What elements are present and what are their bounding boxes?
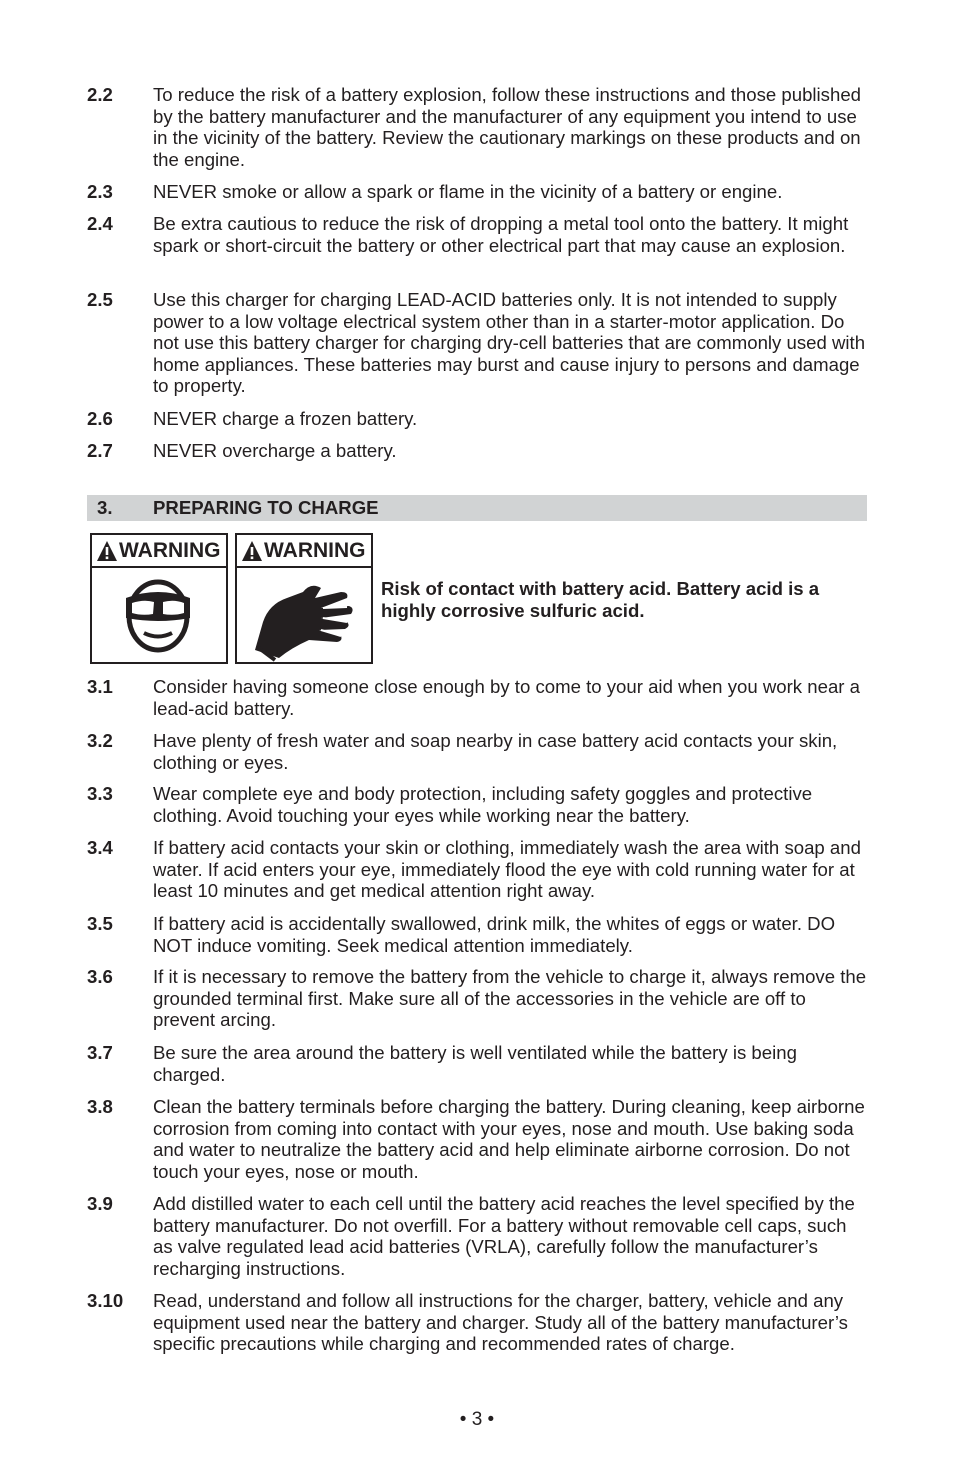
warning-label: WARNING: [119, 539, 221, 562]
item-number: 3.6: [87, 966, 113, 987]
item-number: 2.4: [87, 213, 113, 234]
list-item-2-4: [87, 213, 869, 256]
list-item-3-8: [87, 1096, 869, 1182]
list-item-3-4: [87, 837, 869, 902]
item-number: 2.6: [87, 408, 113, 429]
item-text: If it is necessary to remove the battery from the vehicle to charge it, always remove the grounded terminal first. Make sure all of the accessories in the vehicle are off to prevent arcing.: [153, 966, 867, 1031]
item-text: NEVER charge a frozen battery.: [153, 408, 418, 429]
item-number: 2.2: [87, 84, 113, 105]
item-text: NEVER overcharge a battery.: [153, 440, 397, 461]
list-item-3-2: [87, 730, 869, 773]
item-number: 3.3: [87, 783, 113, 804]
item-text: Be sure the area around the battery is well ventilated while the battery is being charged.: [153, 1042, 797, 1085]
list-item-3-6: [87, 966, 869, 1031]
warning-box-goggles: [90, 533, 228, 664]
item-number: 3.8: [87, 1096, 113, 1117]
item-number: 3.1: [87, 676, 113, 697]
list-item-2-6: [87, 408, 869, 430]
item-text: Read, understand and follow all instructions for the charger, battery, vehicle and any equipment used near the battery and charger. Study all of the battery manufacturer’s specific precautions while charging and recommended rates of charge.: [153, 1290, 848, 1355]
item-text: Have plenty of fresh water and soap nearby in case battery acid contacts your skin, clothing or eyes.: [153, 730, 838, 773]
list-item-3-10: [87, 1290, 869, 1355]
item-text: If battery acid is accidentally swallowed, drink milk, the whites of eggs or water. DO NOT induce vomiting. Seek medical attention immediately.: [153, 913, 836, 956]
item-number: 3.10: [87, 1290, 124, 1311]
list-item-2-3: [87, 181, 869, 203]
risk-statement: Risk of contact with battery acid. Battery acid is a highly corrosive sulfuric acid.: [381, 578, 820, 621]
item-number: 2.7: [87, 440, 113, 461]
list-item-3-1: [87, 676, 869, 719]
item-number: 2.3: [87, 181, 113, 202]
item-text: Consider having someone close enough by to come to your aid when you work near a lead-acid battery.: [153, 676, 860, 719]
item-text: Use this charger for charging LEAD-ACID batteries only. It is not intended to supply power to a low voltage electrical system other than in a starter-motor application. Do not use this battery charger for charging dry-cell batteries that are commonly used with home appliances. These batteries may burst and cause injury to persons and damage to property.: [153, 289, 866, 397]
list-item-3-9: [87, 1193, 869, 1279]
item-text: Be extra cautious to reduce the risk of dropping a metal tool onto the battery. It might spark or short-circuit the battery or other electrical part that may cause an explosion.: [153, 213, 849, 256]
protective-glove-icon: [237, 568, 371, 662]
item-text: Add distilled water to each cell until the battery acid reaches the level specified by the battery manufacturer. Do not overfill. For a battery without removable cell caps, such as valve regulated lead acid batteries (VRLA), carefully follow the manufacturer’s recharging instructions.: [153, 1193, 855, 1279]
list-item-2-2: [87, 84, 869, 170]
list-item-2-7: [87, 440, 869, 462]
safety-goggles-icon: [92, 568, 226, 662]
item-number: 3.2: [87, 730, 113, 751]
item-number: 3.4: [87, 837, 113, 858]
warning-header: [237, 535, 371, 568]
item-text: To reduce the risk of a battery explosion, follow these instructions and those published by the battery manufacturer and the manufacturer of any equipment you intend to use in the vicinity of the battery. Review the cautionary markings on these products and on the engine.: [153, 84, 862, 170]
list-item-3-7: [87, 1042, 869, 1085]
item-text: Clean the battery terminals before charging the battery. During cleaning, keep airborne corrosion from coming into contact with your eyes, nose and mouth. Use baking soda and water to neutralize the battery acid and help eliminate airborne corrosion. Do not touch your eyes, nose or mouth.: [153, 1096, 865, 1182]
list-item-3-3: [87, 783, 869, 826]
item-text: NEVER smoke or allow a spark or flame in the vicinity of a battery or engine.: [153, 181, 783, 202]
item-text: If battery acid contacts your skin or clothing, immediately wash the area with soap and water. If acid enters your eye, immediately flood the eye with cold running water for at least 10 minutes and get medical attention right away.: [153, 837, 861, 902]
section-number: 3.: [97, 497, 113, 518]
item-number: 3.7: [87, 1042, 113, 1063]
item-text: Wear complete eye and body protection, including safety goggles and protective clothing. Avoid touching your eyes while working near the battery.: [153, 783, 813, 826]
item-number: 3.9: [87, 1193, 113, 1214]
warning-label: WARNING: [264, 539, 366, 562]
list-item-2-5: [87, 289, 869, 397]
warning-box-glove: [235, 533, 373, 664]
section-title: PREPARING TO CHARGE: [153, 497, 379, 518]
page-number: • 3 •: [459, 1409, 495, 1430]
list-item-3-5: [87, 913, 869, 956]
warning-header: [92, 535, 226, 568]
item-number: 2.5: [87, 289, 113, 310]
warning-triangle-icon: [241, 540, 263, 562]
warning-triangle-icon: [96, 540, 118, 562]
item-number: 3.5: [87, 913, 113, 934]
section-header: [87, 495, 867, 521]
